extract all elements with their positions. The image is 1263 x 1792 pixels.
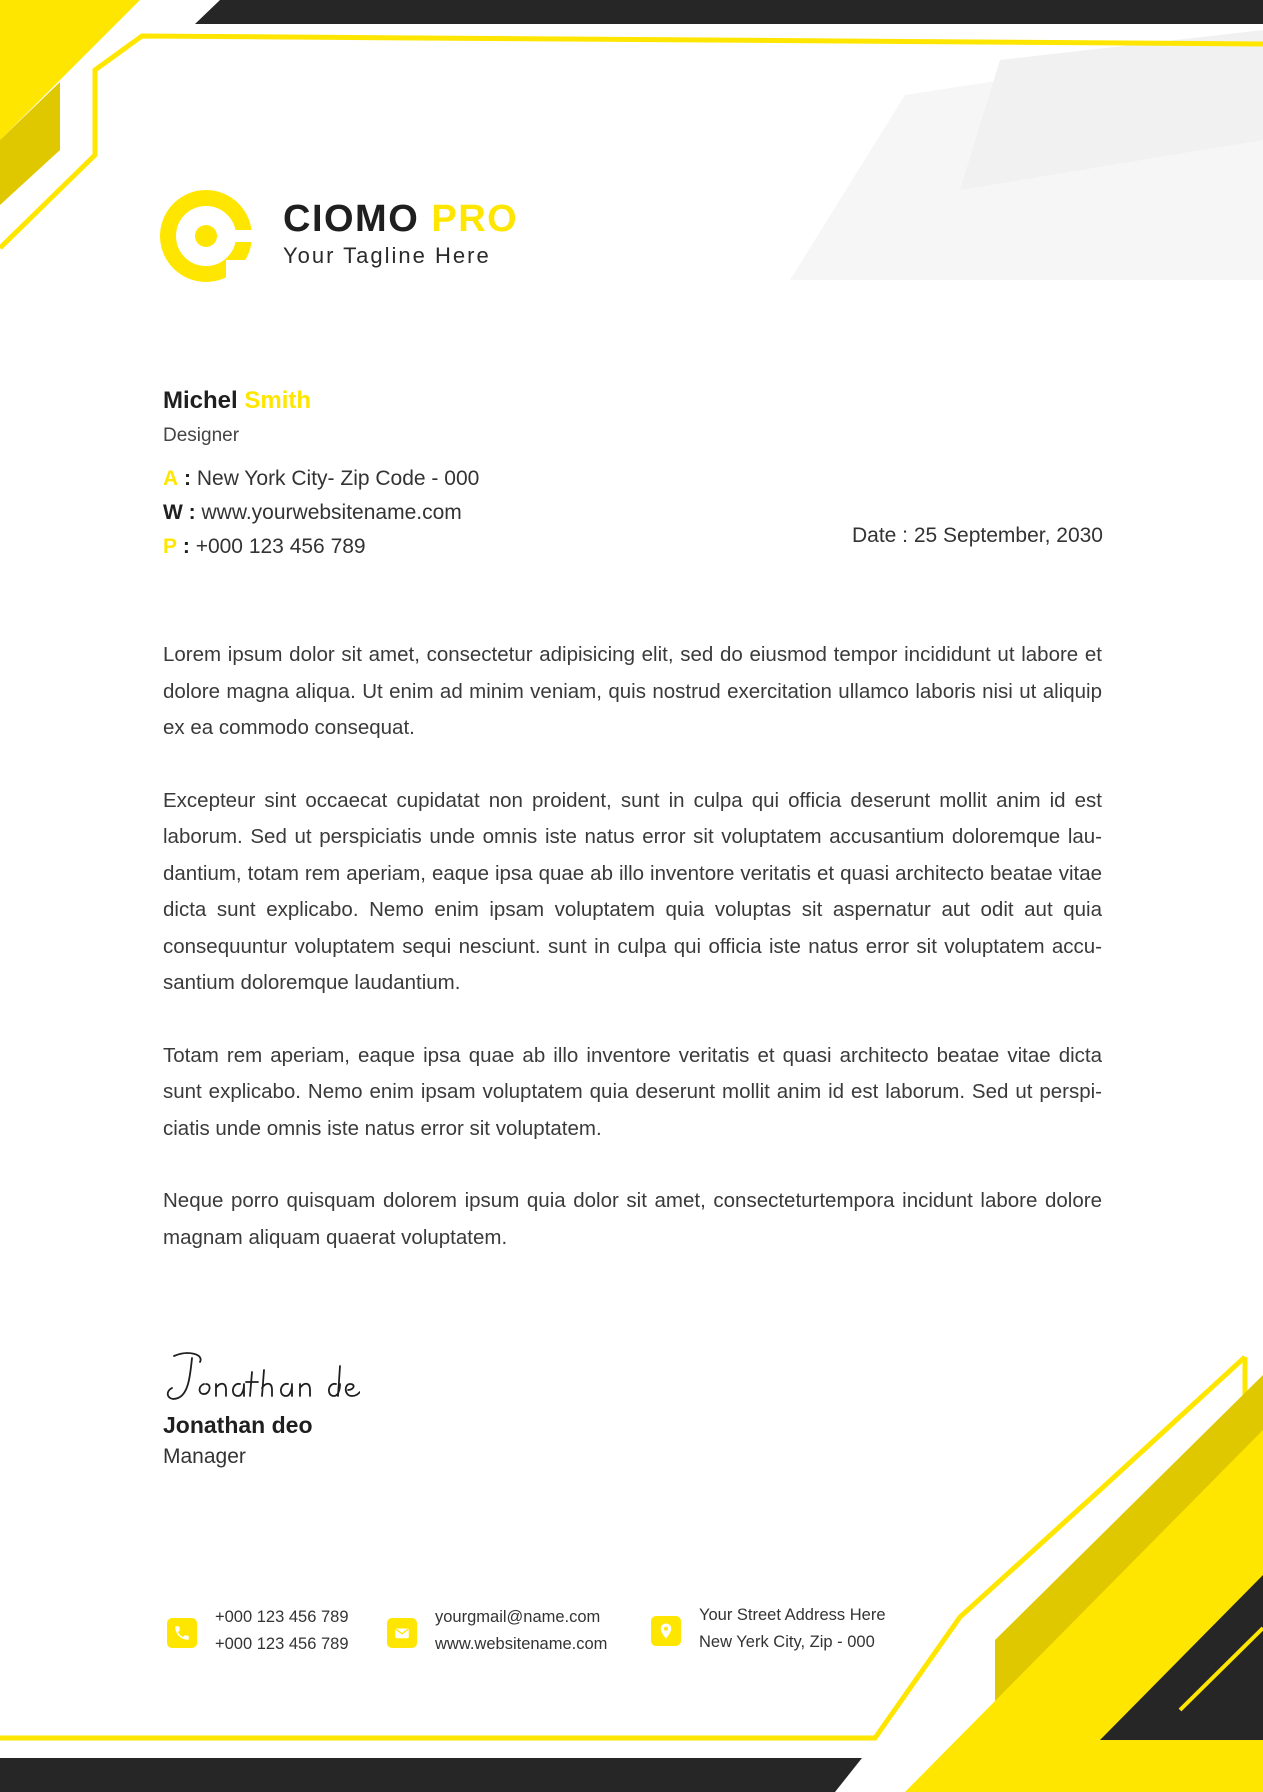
top-dark-bar: [195, 0, 1263, 24]
sender-block: [163, 386, 479, 564]
body-paragraph: Lorem ipsum dolor sit amet, consectetur adipisicing elit, sed do eiusmod tempor incididunt ut labore et dolore magna aliqua. Ut enim ad minim veniam, quis nostrud exercitation ullamco laboris nisi ut aliquip ex ea commodo consequat.: [163, 643, 1102, 739]
bottom-dark-bar: [0, 1758, 862, 1792]
separator: :: [182, 535, 196, 558]
body-paragraph: Neque porro quisquam dolorem ipsum quia dolor sit amet, consecteturtempora incidunt labore dolore magnam aliquam quaerat voluptatem.: [163, 1189, 1102, 1249]
sender-website-line: [163, 496, 479, 530]
brand-name: [283, 198, 518, 240]
footer-website: www.websitename.com: [435, 1635, 608, 1653]
brand-tagline: Your Tagline Here: [283, 243, 491, 268]
footer-email: [387, 1604, 607, 1658]
signatory-role: Manager: [163, 1445, 246, 1468]
footer-street-address: Your Street Address Here: [699, 1606, 886, 1624]
top-left-yellow-corner: [0, 0, 140, 140]
sender-contact: [163, 462, 479, 564]
brand-logo-mark: [160, 190, 258, 282]
letter-body: [163, 637, 1102, 1292]
location-pin-icon: [651, 1616, 681, 1646]
brand: [283, 198, 518, 270]
body-paragraph: Totam rem aperiam, eaque ipsa quae ab illo inventore veritatis et quasi architecto beatae vitae dicta sunt explicabo. Nemo enim ipsam voluptatem quia deserunt mollit anim id est laborum. Sed ut perspi-ciatis unde omnis iste natus error sit voluptatem.: [163, 1043, 1102, 1140]
mail-icon: [387, 1618, 417, 1648]
sender-role: Designer: [163, 425, 240, 446]
sender-last-name: Smith: [244, 387, 312, 414]
sender-address-line: [163, 462, 479, 496]
footer-email-address: yourgmail@name.com: [435, 1608, 601, 1626]
separator: :: [184, 467, 197, 490]
footer-phone-2: +000 123 456 789: [215, 1635, 349, 1653]
website-key: W: [163, 501, 183, 524]
footer-address: [651, 1602, 886, 1656]
separator: :: [188, 501, 202, 524]
address-key: A: [163, 467, 179, 490]
phone-icon: [167, 1618, 197, 1648]
sender-name: [163, 386, 479, 416]
body-paragraph: Excepteur sint occaecat cupidatat non proident, sunt in culpa qui officia deserunt mollit anim id est laborum. Sed ut perspiciatis unde omnis iste natus error sit voluptatem accusantium doloremque lau-dantium, totam rem aperiam, eaque ipsa quae ab illo inventore veritatis et quasi architecto beatae vitae dicta sunt explicabo. Nemo enim ipsam voluptatem quia voluptas sit aspernatur aut odit aut quia consequuntur voluptatem sequi nesciunt. sunt in culpa qui officia iste natus error sit voluptatem accu-santium doloremque laudantium.: [163, 788, 1102, 994]
footer-city-zip: New Yerk City, Zip - 000: [699, 1633, 875, 1651]
brand-name-main: CIOMO: [283, 198, 420, 240]
sender-first-name: Michel: [163, 387, 238, 414]
sender-phone: +000 123 456 789: [195, 535, 366, 558]
footer-phone: [167, 1604, 349, 1658]
letter-date: Date : 25 September, 2030: [851, 524, 1103, 547]
phone-key: P: [163, 535, 178, 558]
handwritten-signature: [160, 1348, 360, 1408]
sender-website: www.yourwebsitename.com: [201, 501, 462, 524]
brand-name-accent: PRO: [431, 198, 519, 240]
sender-address: New York City- Zip Code - 000: [196, 467, 480, 490]
signatory-name: Jonathan deo: [163, 1412, 313, 1438]
footer-phone-1: +000 123 456 789: [215, 1608, 349, 1626]
sender-phone-line: [163, 530, 479, 564]
